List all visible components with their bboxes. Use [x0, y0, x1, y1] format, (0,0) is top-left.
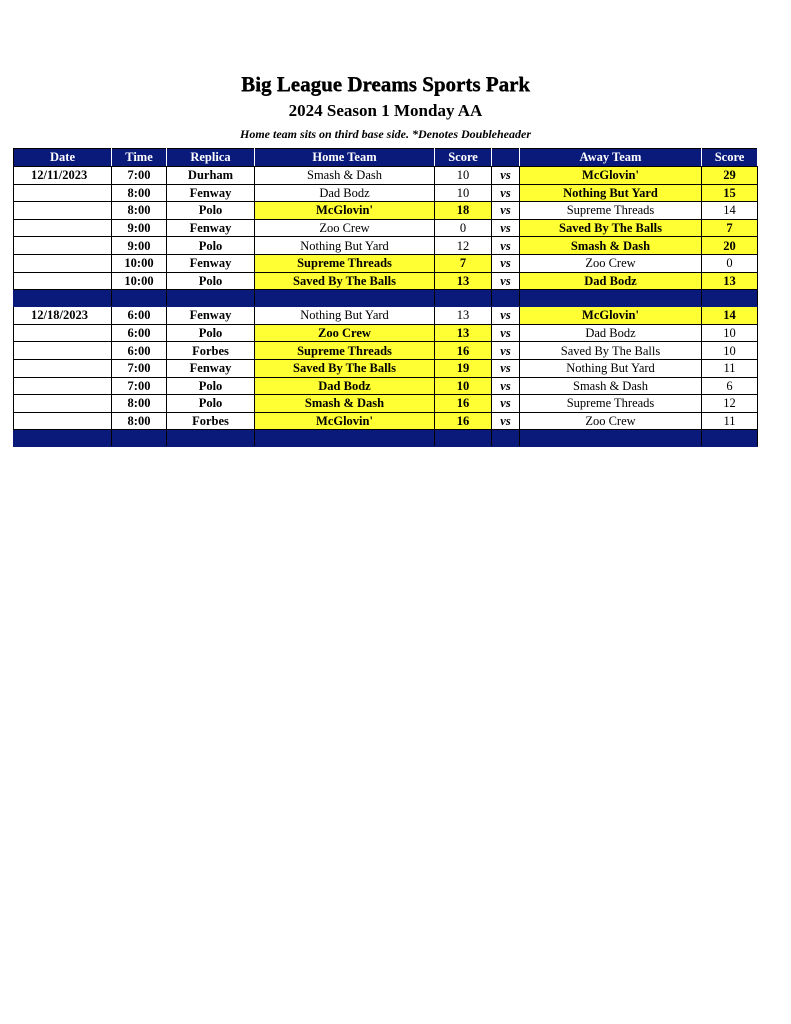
away-team: McGlovin'	[520, 307, 702, 325]
separator-cell	[112, 290, 167, 307]
game-date	[14, 395, 112, 413]
game-row	[14, 254, 758, 272]
home-score: 0	[435, 219, 492, 237]
vs-label: vs	[492, 307, 520, 325]
game-date	[14, 377, 112, 395]
away-team: Saved By The Balls	[520, 342, 702, 360]
home-team: Smash & Dash	[255, 167, 435, 185]
game-row	[14, 307, 758, 325]
away-score: 14	[702, 307, 758, 325]
away-score: 6	[702, 377, 758, 395]
week-separator-row	[14, 430, 758, 447]
home-team: McGlovin'	[255, 412, 435, 430]
away-team: Supreme Threads	[520, 395, 702, 413]
away-team: Saved By The Balls	[520, 219, 702, 237]
away-team: Smash & Dash	[520, 377, 702, 395]
game-time: 8:00	[112, 395, 167, 413]
schedule-body	[14, 167, 758, 447]
week-separator-row	[14, 290, 758, 307]
game-date	[14, 219, 112, 237]
away-score: 10	[702, 342, 758, 360]
home-score: 13	[435, 324, 492, 342]
separator-cell	[702, 430, 758, 447]
away-team: Dad Bodz	[520, 324, 702, 342]
game-row	[14, 395, 758, 413]
vs-label: vs	[492, 167, 520, 185]
vs-label: vs	[492, 324, 520, 342]
game-replica: Polo	[167, 237, 255, 255]
home-score: 10	[435, 167, 492, 185]
away-score: 14	[702, 202, 758, 220]
game-time: 8:00	[112, 412, 167, 430]
vs-label: vs	[492, 202, 520, 220]
game-date	[14, 254, 112, 272]
home-team: Saved By The Balls	[255, 272, 435, 290]
home-score: 16	[435, 395, 492, 413]
away-team: Dad Bodz	[520, 272, 702, 290]
home-team: Nothing But Yard	[255, 307, 435, 325]
separator-cell	[14, 290, 112, 307]
col-header-away-score: Score	[702, 149, 758, 167]
home-score: 13	[435, 272, 492, 290]
home-score: 13	[435, 307, 492, 325]
game-time: 6:00	[112, 324, 167, 342]
away-score: 10	[702, 324, 758, 342]
schedule-note: Home team sits on third base side. *Denotes Doubleheader	[240, 127, 531, 141]
separator-cell	[435, 430, 492, 447]
home-score: 10	[435, 377, 492, 395]
game-row	[14, 202, 758, 220]
game-time: 10:00	[112, 272, 167, 290]
game-time: 8:00	[112, 184, 167, 202]
separator-cell	[520, 430, 702, 447]
vs-label: vs	[492, 272, 520, 290]
game-replica: Fenway	[167, 307, 255, 325]
separator-cell	[255, 430, 435, 447]
away-score: 7	[702, 219, 758, 237]
away-team: Supreme Threads	[520, 202, 702, 220]
game-date	[14, 342, 112, 360]
game-row	[14, 219, 758, 237]
home-score: 19	[435, 359, 492, 377]
vs-label: vs	[492, 184, 520, 202]
away-team: Nothing But Yard	[520, 359, 702, 377]
page-title: Big League Dreams Sports Park	[241, 72, 530, 96]
separator-cell	[702, 290, 758, 307]
away-team: McGlovin'	[520, 167, 702, 185]
game-time: 10:00	[112, 254, 167, 272]
game-replica: Fenway	[167, 254, 255, 272]
away-score: 0	[702, 254, 758, 272]
home-score: 16	[435, 412, 492, 430]
game-row	[14, 342, 758, 360]
separator-cell	[112, 430, 167, 447]
vs-label: vs	[492, 254, 520, 272]
vs-label: vs	[492, 219, 520, 237]
game-replica: Fenway	[167, 219, 255, 237]
home-score: 10	[435, 184, 492, 202]
game-replica: Fenway	[167, 184, 255, 202]
home-team: Dad Bodz	[255, 184, 435, 202]
vs-label: vs	[492, 359, 520, 377]
game-replica: Polo	[167, 395, 255, 413]
away-score: 11	[702, 359, 758, 377]
game-replica: Polo	[167, 272, 255, 290]
vs-label: vs	[492, 412, 520, 430]
col-header-replica: Replica	[167, 149, 255, 167]
home-team: Dad Bodz	[255, 377, 435, 395]
game-replica: Fenway	[167, 359, 255, 377]
game-time: 7:00	[112, 359, 167, 377]
game-date	[14, 184, 112, 202]
game-replica: Polo	[167, 324, 255, 342]
game-row	[14, 324, 758, 342]
home-score: 16	[435, 342, 492, 360]
away-score: 29	[702, 167, 758, 185]
home-team: McGlovin'	[255, 202, 435, 220]
away-score: 12	[702, 395, 758, 413]
col-header-home-score: Score	[435, 149, 492, 167]
col-header-vs	[492, 149, 520, 167]
game-date	[14, 324, 112, 342]
col-header-date: Date	[14, 149, 112, 167]
game-row	[14, 377, 758, 395]
game-replica: Forbes	[167, 342, 255, 360]
season-subtitle: 2024 Season 1 Monday AA	[288, 101, 483, 120]
game-date	[14, 272, 112, 290]
game-time: 7:00	[112, 377, 167, 395]
game-replica: Durham	[167, 167, 255, 185]
separator-cell	[167, 430, 255, 447]
away-score: 15	[702, 184, 758, 202]
game-date	[14, 202, 112, 220]
away-team: Zoo Crew	[520, 254, 702, 272]
home-score: 7	[435, 254, 492, 272]
game-time: 6:00	[112, 307, 167, 325]
separator-cell	[492, 290, 520, 307]
home-team: Supreme Threads	[255, 342, 435, 360]
vs-label: vs	[492, 395, 520, 413]
header-row	[14, 149, 758, 167]
home-team: Nothing But Yard	[255, 237, 435, 255]
schedule-table	[13, 148, 758, 447]
game-date: 12/11/2023	[14, 167, 112, 185]
game-time: 9:00	[112, 237, 167, 255]
separator-cell	[167, 290, 255, 307]
col-header-time: Time	[112, 149, 167, 167]
game-replica: Polo	[167, 202, 255, 220]
away-score: 20	[702, 237, 758, 255]
home-score: 18	[435, 202, 492, 220]
game-row	[14, 184, 758, 202]
home-score: 12	[435, 237, 492, 255]
away-team: Zoo Crew	[520, 412, 702, 430]
game-date	[14, 412, 112, 430]
vs-label: vs	[492, 377, 520, 395]
home-team: Zoo Crew	[255, 219, 435, 237]
away-team: Smash & Dash	[520, 237, 702, 255]
col-header-away-team: Away Team	[520, 149, 702, 167]
home-team: Saved By The Balls	[255, 359, 435, 377]
separator-cell	[435, 290, 492, 307]
separator-cell	[14, 430, 112, 447]
game-row	[14, 167, 758, 185]
game-row	[14, 237, 758, 255]
home-team: Zoo Crew	[255, 324, 435, 342]
away-team: Nothing But Yard	[520, 184, 702, 202]
game-date	[14, 237, 112, 255]
game-date	[14, 359, 112, 377]
game-row	[14, 412, 758, 430]
game-replica: Polo	[167, 377, 255, 395]
separator-cell	[520, 290, 702, 307]
game-replica: Forbes	[167, 412, 255, 430]
game-time: 7:00	[112, 167, 167, 185]
home-team: Smash & Dash	[255, 395, 435, 413]
home-team: Supreme Threads	[255, 254, 435, 272]
vs-label: vs	[492, 342, 520, 360]
away-score: 13	[702, 272, 758, 290]
game-time: 6:00	[112, 342, 167, 360]
game-time: 8:00	[112, 202, 167, 220]
game-time: 9:00	[112, 219, 167, 237]
game-row	[14, 272, 758, 290]
game-date: 12/18/2023	[14, 307, 112, 325]
col-header-home-team: Home Team	[255, 149, 435, 167]
separator-cell	[255, 290, 435, 307]
vs-label: vs	[492, 237, 520, 255]
separator-cell	[492, 430, 520, 447]
game-row	[14, 359, 758, 377]
away-score: 11	[702, 412, 758, 430]
